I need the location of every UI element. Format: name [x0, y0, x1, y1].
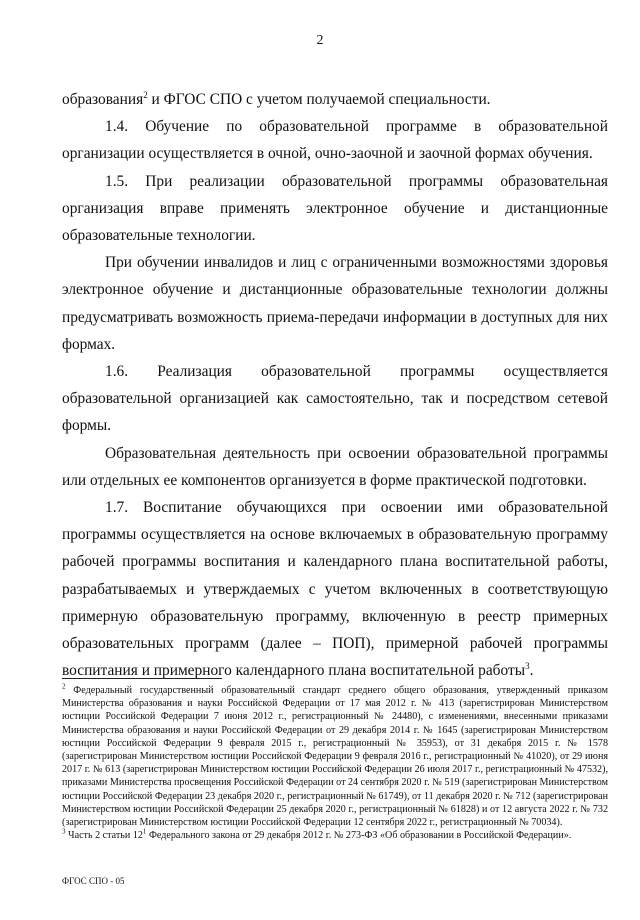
document-code: ФГОС СПО - 05 — [62, 876, 125, 886]
paragraph-1-4: 1.4. Обучение по образовательной программе в образовательной организации осуществляется в очной, очно-заочной и заочной формах обучения. — [62, 118, 608, 163]
footnote-2 — [62, 684, 608, 829]
paragraph-1-7 — [62, 494, 608, 684]
page-number: 2 — [316, 33, 324, 48]
footnote-3 — [62, 829, 608, 842]
paragraph-practical-training: Образовательная деятельность при освоении образовательной программы или отдельных ее компонентов организуется в форме практической подготовки. — [62, 444, 608, 489]
footnote-mark: 2 — [62, 682, 66, 691]
footnote-mark: 3 — [62, 827, 66, 836]
footnote-separator — [62, 678, 222, 679]
footnotes — [62, 684, 608, 842]
paragraph-text: 1.7. Воспитание обучающихся при освоении ими образовательной программы осуществляется на основе включаемых в образовательную программу рабочей программы воспитания и календарного плана воспитательной работы, разрабатываемых и утверждаемых с учетом включенных в соответствующую примерную образовательную программу, включенную в реестр примерных образовательных программ (далее – ПОП), примерной рабочей программы воспитания и примерного календарного плана воспитательной работы — [62, 499, 608, 680]
footnote-text: Часть 2 статьи 12 — [65, 830, 143, 842]
paragraph-disabled-learners: При обучении инвалидов и лиц с ограниченными возможностями здоровья электронное обучение и дистанционные образовательные технологии должны предусматривать возможность приема-передачи информации в доступных для них формах. — [62, 254, 608, 353]
paragraph-text-tail: и ФГОС СПО с учетом получаемой специальности. — [147, 91, 491, 108]
paragraph-text-tail: . — [529, 662, 534, 680]
footnote-text: Федеральный государственный образовательный стандарт среднего общего образования, утвержденный приказом Министерства образования и науки Российской Федерации от 17 мая 2012 г. № 413 (зарегистрирован Министерством юстиции Российской Федерации 7 июня 2012 г., регистрационный № 24480), с изменениями, внесенными приказами Министерства образования и науки Российской Федерации от 29 декабря 2014 г. № 1645 (зарегистрирован Министерством юстиции Российской Федерации 9 февраля 2015 г., регистрационный № 35953), от 31 декабря 2015 г. № 1578 (зарегистрирован Министерством юстиции Российской Федерации 9 февраля 2016 г., регистрационный № 41020), от 29 июня 2017 г. № 613 (зарегистрирован Министерством юстиции Российской Федерации 26 июля 2017 г., регистрационный № 47532), приказами Министерства просвещения Российской Федерации от 24 сентября 2020 г. № 519 (зарегистрирован Министерством юстиции Российской Федерации 23 декабря 2020 г., регистрационный № 61749), от 11 декабря 2020 г. № 712 (зарегистрирован Министерством юстиции Российской Федерации 25 декабря 2020 г., регистрационный № 61828) и от 12 августа 2022 г. № 732 (зарегистрирован Министерством юстиции Российской Федерации 12 сентября 2022 г., регистрационный № 70034). — [62, 685, 608, 829]
paragraph-1-5: 1.5. При реализации образовательной программы образовательная организация вправе применять электронное обучение и дистанционные образовательные технологии. — [62, 172, 608, 245]
document-body — [62, 86, 608, 684]
footnote-text-tail: Федерального закона от 29 декабря 2012 г. № 273-ФЗ «Об образовании в Российской Федерации». — [146, 830, 572, 842]
paragraph-1-6: 1.6. Реализация образовательной программы осуществляется образовательной организацией как самостоятельно, так и посредством сетевой формы. — [62, 363, 608, 435]
article-superscript: 1 — [142, 827, 147, 836]
paragraph-text: образования — [62, 91, 144, 108]
footnote-ref-3[interactable]: 3 — [525, 661, 530, 672]
footnote-ref-2[interactable]: 2 — [143, 89, 148, 100]
paragraph-continuation — [62, 86, 608, 113]
